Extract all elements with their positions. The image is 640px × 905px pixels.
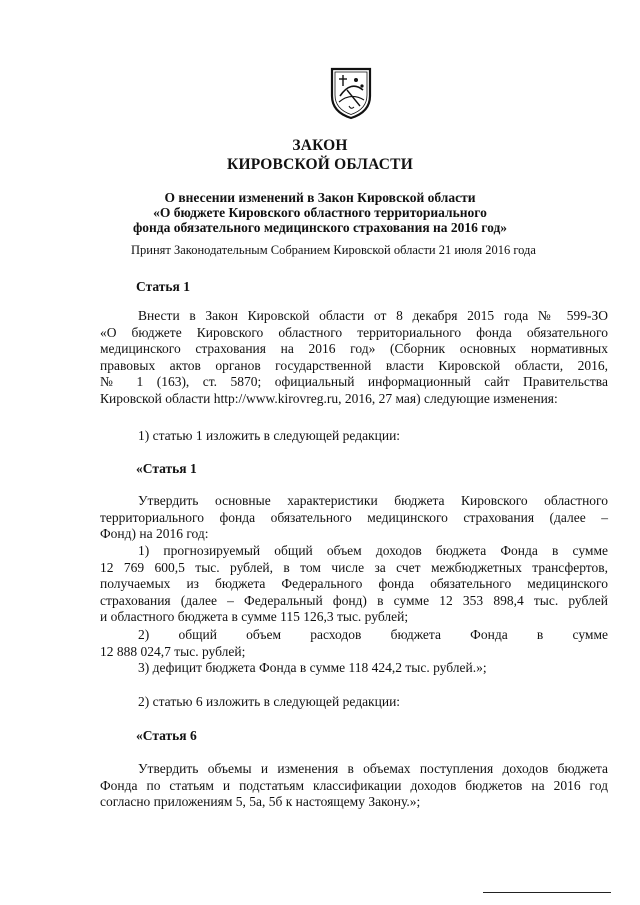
text-line: и областного бюджета в сумме 115 126,3 тыс. рублей;: [100, 609, 409, 624]
text-line: Фонд) на 2016 год:: [100, 526, 209, 541]
text-line: Утвердить объемы и изменения в объемах поступления доходов бюджета: [138, 761, 608, 776]
coat-of-arms-icon: [329, 66, 373, 120]
quoted-article-1-sub3: 3) дефицит бюджета Фонда в сумме 118 424,2 тыс. рублей.»;: [138, 660, 487, 675]
law-subtitle: [0, 190, 640, 235]
text-line: правовых актов органов государственной власти Кировской области, 2016,: [100, 357, 608, 373]
text-line: согласно приложениям 5, 5а, 5б к настоящему Закону.»;: [100, 794, 421, 809]
quoted-article-6-text: [100, 761, 608, 811]
text-line: «О бюджете Кировского областного территориального фонда обязательного: [100, 324, 608, 340]
text-line: Утвердить основные характеристики бюджета Кировского областного: [138, 493, 608, 508]
footer-rule: [483, 892, 611, 893]
text-line: № 1 (163), ст. 5870; официальный информационный сайт Правительства: [100, 374, 608, 389]
text-line: медицинского страхования на 2016 год» (Сборник основных нормативных: [100, 341, 608, 356]
quoted-article-1-intro: [100, 493, 608, 543]
law-title: [0, 136, 640, 174]
text-line: территориального фонда обязательного медицинского страхования (далее –: [100, 509, 608, 525]
text-line: 2) общий объем расходов бюджета Фонда в сумме: [138, 627, 608, 642]
amendment-item-2: 2) статью 6 изложить в следующей редакции:: [138, 694, 401, 709]
article-1-intro-paragraph: [100, 308, 608, 407]
text-line: Кировской области http://www.kirovreg.ru, 2016, 27 мая) следующие изменения:: [100, 390, 558, 406]
text-line: Внести в Закон Кировской области от 8 декабря 2015 года № 599-ЗО: [138, 308, 608, 323]
text-line: Фонда по статьям и подстатьям классификации доходов бюджетов на 2016 год: [100, 777, 608, 793]
subtitle-line2: «О бюджете Кировского областного территориального: [153, 205, 487, 220]
quoted-article-1-sub2: [100, 627, 608, 660]
adoption-note: Принят Законодательным Собранием Кировской области 21 июля 2016 года: [131, 243, 536, 257]
text-line: получаемых из бюджета Федерального фонда обязательного медицинского: [100, 576, 608, 591]
subtitle-line1: О внесении изменений в Закон Кировской области: [164, 190, 476, 205]
subtitle-line3: фонда обязательного медицинского страхования на 2016 год»: [132, 220, 508, 235]
article-1-heading: Статья 1: [136, 279, 190, 294]
text-line: 12 888 024,7 тыс. рублей;: [100, 643, 246, 659]
law-title-line1: ЗАКОН: [292, 137, 348, 154]
quoted-article-6-heading: «Статья 6: [136, 728, 197, 743]
law-title-line2: КИРОВСКОЙ ОБЛАСТИ: [227, 156, 413, 173]
quoted-article-1-sub1: [100, 543, 608, 626]
text-line: страхования (далее – Федеральный фонд) в сумме 12 353 898,4 тыс. рублей: [100, 592, 608, 608]
quoted-article-1-heading: «Статья 1: [136, 461, 197, 476]
amendment-item-1: 1) статью 1 изложить в следующей редакции:: [138, 428, 401, 443]
text-line: 12 769 600,5 тыс. рублей, в том числе за счет межбюджетных трансфертов,: [100, 559, 608, 575]
text-line: 1) прогнозируемый общий объем доходов бюджета Фонда в сумме: [138, 543, 608, 558]
